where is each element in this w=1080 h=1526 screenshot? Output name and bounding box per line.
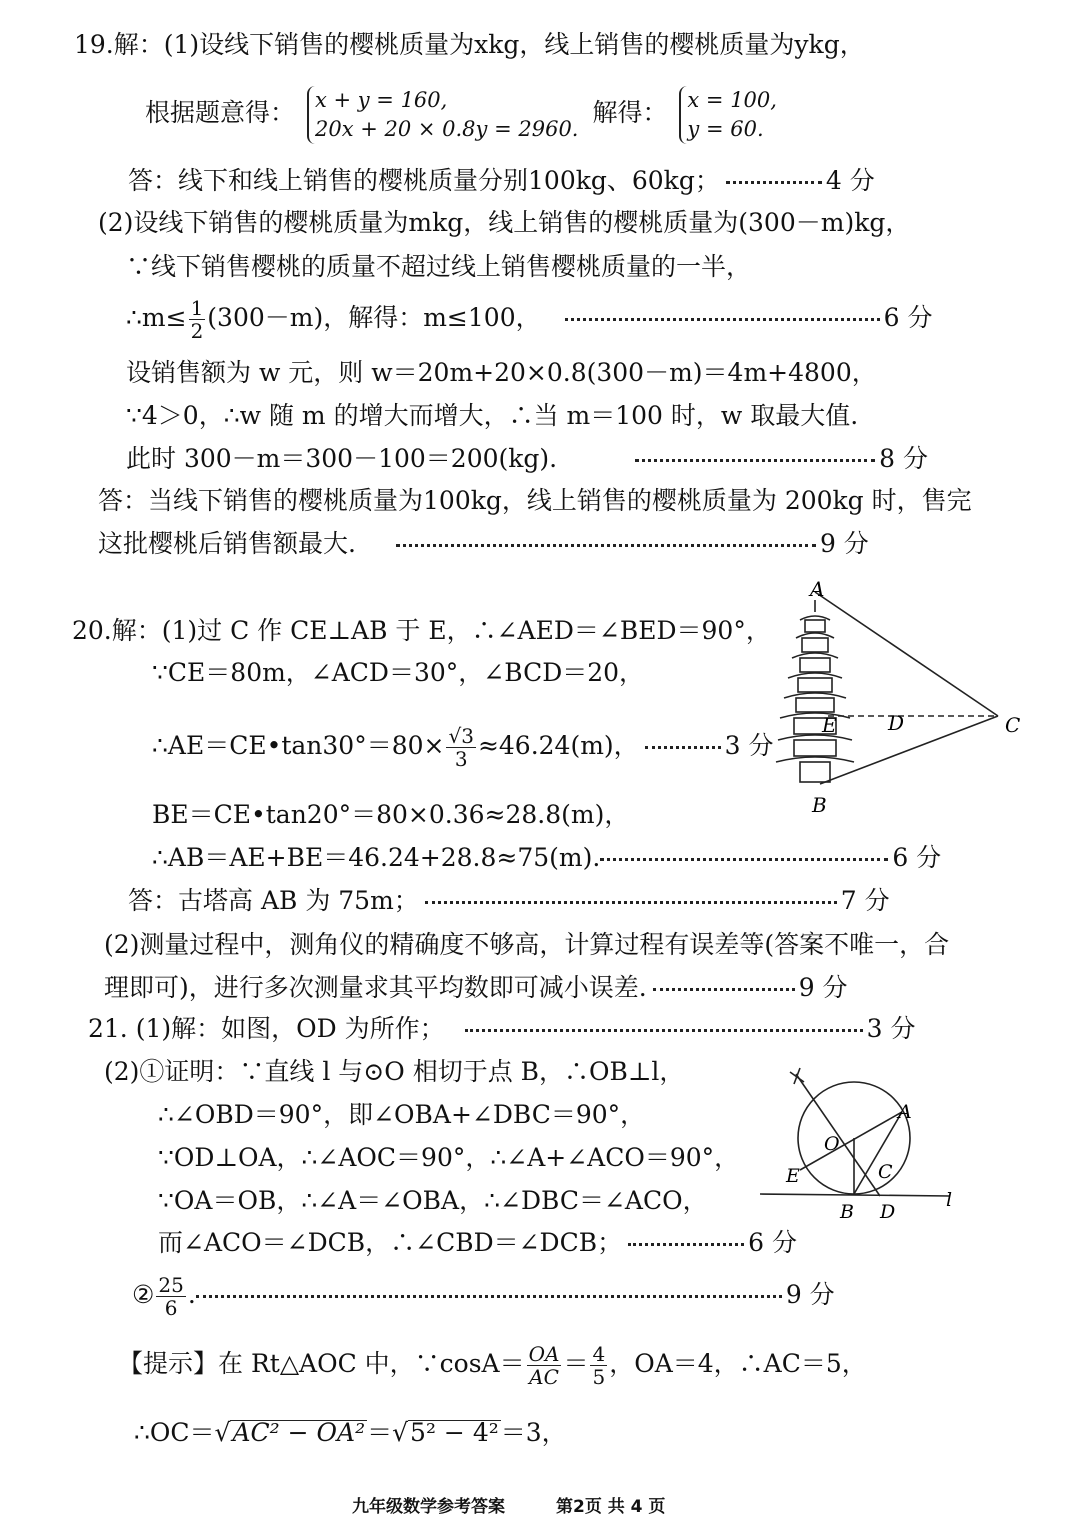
label-O: O: [824, 1133, 840, 1155]
fraction-den: 6: [164, 1296, 178, 1320]
q20-part2-line2-text: 理即可)，进行多次测量求其平均数即可减小误差.: [104, 973, 647, 1002]
q19-part2-line2: ∵线下销售樱桃的质量不超过线上销售樱桃质量的一半，: [126, 252, 752, 281]
q20-line3-b: ≈46.24(m)，: [477, 731, 639, 760]
sqrt-icon: √: [214, 1418, 231, 1447]
q20-line5: [152, 843, 941, 873]
fraction-num: 25: [158, 1273, 184, 1297]
hint2-equals: ＝: [367, 1418, 393, 1447]
circled-2: ②: [132, 1280, 155, 1309]
fraction-num: 1: [190, 296, 204, 320]
footer-page-number: 第2页 共 4 页: [556, 1497, 666, 1517]
q19-inequality-a: ∴m≤: [126, 303, 187, 332]
q21-line4: ∵OD⊥OA，∴∠AOC＝90°，∴∠A+∠ACO＝90°，: [158, 1143, 740, 1172]
leader-dots: [465, 1029, 863, 1032]
q20-answer: [128, 886, 890, 916]
hint-text-b: ，OA＝4，∴AC＝5，: [609, 1349, 867, 1378]
q19-part2-line6: [126, 444, 928, 474]
q19-system-brace: [307, 86, 579, 144]
q20-line4: BE＝CE•tan20°＝80×0.36≈28.8(m)，: [152, 800, 630, 829]
q19-answer1-text: 答：线下和线上销售的樱桃质量分别100kg、60kg；: [128, 166, 720, 195]
score: 7 分: [840, 886, 890, 915]
score: 9 分: [798, 973, 848, 1002]
score: 3 分: [724, 731, 774, 760]
fraction-den: 2: [190, 319, 204, 343]
label-C: C: [1005, 713, 1021, 737]
line-BC: [820, 716, 998, 784]
q21-hint-line1: [118, 1336, 867, 1392]
score: 6 分: [748, 1228, 797, 1257]
q19-part2-line5: ∵4＞0，∴w 随 m 的增大而增大，∴当 m＝100 时，w 取最大值.: [126, 401, 859, 430]
leader-dots: [425, 901, 837, 904]
leader-dots: [628, 1243, 744, 1246]
score: 9 分: [819, 529, 869, 558]
q20-part2-line1: (2)测量过程中，测角仪的精确度不够高，计算过程有误差等(答案不唯一，合: [104, 930, 950, 959]
q19-eq2: 20x + 20 × 0.8y = 2960.: [314, 116, 579, 141]
q19-solution-brace: [679, 86, 777, 144]
leader-dots: [635, 459, 875, 462]
q21-line6: [158, 1228, 797, 1258]
fraction-num: OA: [528, 1342, 560, 1366]
q20-line3-a: ∴AE＝CE•tan30°＝80×: [152, 731, 445, 760]
q20-answer-text: 答：古塔高 AB 为 75m；: [128, 886, 419, 915]
label-D: D: [880, 1201, 896, 1223]
q19-part2-line6-text: 此时 300－m＝300－100＝200(kg).: [126, 444, 558, 473]
q19-sol2: y = 60.: [687, 116, 764, 141]
fraction-sqrt3-over-3: [446, 725, 475, 770]
score: 6 分: [892, 843, 942, 872]
leader-dots: [396, 544, 816, 547]
q21-line1: [88, 1014, 915, 1044]
q19-eq1: x + y = 160,: [314, 87, 448, 112]
q19-part2-line3: [126, 296, 933, 343]
q20-line1: 20.解：(1)过 C 作 CE⊥AB 于 E，∴∠AED＝∠BED＝90°，: [72, 616, 771, 645]
score: 4 分: [825, 166, 875, 195]
q21-line3: ∴∠OBD＝90°，即∠OBA+∠DBC＝90°，: [158, 1100, 646, 1129]
fraction-half: [189, 297, 206, 342]
label-A: A: [810, 577, 825, 601]
q19-part2-line1: (2)设线下销售的樱桃质量为mkg，线上销售的樱桃质量为(300－m)kg，: [98, 208, 911, 237]
leader-dots: [653, 988, 795, 991]
fraction-num: 4: [592, 1342, 606, 1366]
q19-equation-system: [145, 78, 777, 148]
q19-answer1: [128, 166, 875, 196]
q21-hint-line2: [134, 1418, 567, 1448]
label-C: C: [878, 1161, 893, 1183]
leader-dots: [645, 746, 721, 749]
hint-text-a: 【提示】在 Rt△AOC 中，∵cosA＝: [118, 1349, 525, 1378]
fraction-25-over-6: [156, 1274, 185, 1319]
q20-line5-text: ∴AB＝AE+BE＝46.24+28.8≈75(m).: [152, 843, 601, 872]
radicand-1: AC² − OA²: [232, 1418, 366, 1447]
score: 9 分: [785, 1280, 835, 1309]
leader-dots: [726, 181, 822, 184]
fraction-OA-over-AC: [527, 1343, 562, 1388]
q19-part2-answer1: 答：当线下销售的樱桃质量为100kg，线上销售的樱桃质量为 200kg 时，售完: [98, 486, 972, 515]
hint2-text-a: ∴OC＝: [134, 1418, 215, 1447]
fraction-4-over-5: [590, 1343, 607, 1388]
hint2-text-b: ＝3，: [500, 1418, 567, 1447]
label-B: B: [840, 1201, 854, 1223]
q21-part2-period: .: [187, 1280, 196, 1309]
q19-part2-answer2: [98, 529, 869, 559]
q21-line2: (2)①证明：∵直线 l 与⊙O 相切于点 B，∴OB⊥l，: [104, 1057, 685, 1086]
leader-dots: [565, 318, 880, 321]
q19-solve-label: 解得：: [592, 98, 668, 127]
pagoda-tiers: [776, 616, 854, 782]
score: 6 分: [883, 303, 933, 332]
footer-title: 九年级数学参考答案: [352, 1497, 505, 1517]
q19-part2-answer2-text: 这批樱桃后销售额最大.: [98, 529, 356, 558]
q19-sol1: x = 100,: [687, 87, 777, 112]
score: 3 分: [866, 1014, 916, 1043]
q19-inequality-b: (300－m)，解得：m≤100，: [207, 303, 541, 332]
label-E: E: [786, 1165, 800, 1187]
fraction-den: 5: [592, 1365, 606, 1389]
radicand-2: 5² − 4²: [410, 1418, 499, 1447]
q19-line1: 19.解：(1)设线下销售的樱桃质量为xkg，线上销售的樱桃质量为ykg，: [74, 30, 865, 59]
score: 8 分: [879, 444, 928, 473]
q21-circle-figure: [750, 1054, 970, 1234]
q20-line3: [152, 718, 774, 774]
leader-dots: [600, 858, 888, 861]
q20-part2-line2: [104, 973, 848, 1003]
leader-dots: [196, 1295, 782, 1298]
q21-part2: [132, 1268, 835, 1322]
fraction-num: √3: [448, 724, 474, 748]
q21-line5: ∵OA＝OB，∴∠A＝∠OBA，∴∠DBC＝∠ACO，: [158, 1186, 708, 1215]
label-E: E: [822, 713, 837, 737]
q21-line6-text: 而∠ACO＝∠DCB，∴∠CBD＝∠DCB；: [158, 1228, 623, 1257]
q19-setup-label: 根据题意得：: [145, 98, 296, 127]
label-A: A: [898, 1101, 912, 1123]
label-l: l: [946, 1189, 953, 1211]
hint-equals: ＝: [563, 1349, 589, 1378]
q21-line1-text: 21. (1)解：如图，OD 为所作；: [88, 1014, 445, 1043]
fraction-den: AC: [529, 1365, 559, 1389]
q19-part2-line4: 设销售额为 w 元，则 w＝20m+20×0.8(300－m)＝4m+4800，: [126, 358, 877, 387]
q20-line2: ∵CE＝80m，∠ACD＝30°，∠BCD＝20，: [152, 658, 645, 687]
fraction-den: 3: [454, 747, 468, 771]
sqrt-icon: √: [392, 1418, 409, 1447]
label-D: D: [888, 711, 905, 735]
q20-pagoda-figure: [760, 572, 1050, 822]
label-B: B: [812, 793, 827, 817]
line-l: [760, 1194, 950, 1196]
